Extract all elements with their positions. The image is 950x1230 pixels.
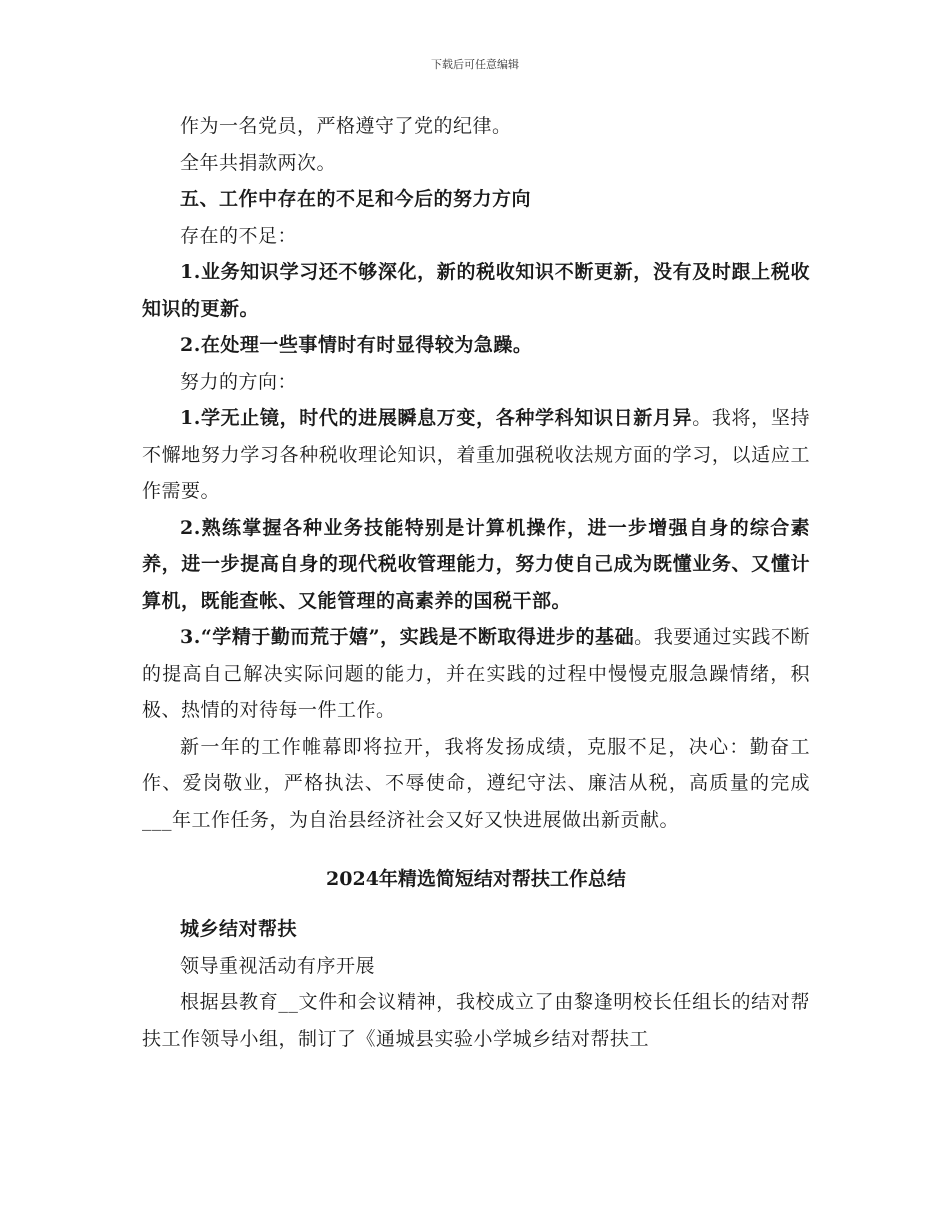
paragraph: 存在的不足： xyxy=(180,224,298,247)
section-heading: 五、工作中存在的不足和今后的努力方向 xyxy=(180,188,532,210)
text-run: 。我要通过实践不断的提高自己解决实际问题的能力，并在实践的过程中慢慢克服急躁情绪，积极、热情的对待每一件工作。 xyxy=(142,626,810,721)
document-body xyxy=(142,108,810,1057)
bold-run: 1.学无止镜，时代的进展瞬息万变，各种学科知识日新月异 xyxy=(180,407,693,429)
paragraph: 领导重视活动有序开展 xyxy=(180,954,376,977)
document-title: 2024年精选简短结对帮扶工作总结 xyxy=(326,868,626,890)
bold-run: 3.“学精于勤而荒于嬉”，实践是不断取得进步的基础 xyxy=(180,626,635,648)
paragraph: 新一年的工作帷幕即将拉开，我将发扬成绩，克服不足，决心：勤奋工作、爱岗敬业，严格执法、不辱使命，遵纪守法、廉洁从税，高质量的完成___年工作任务，为自治县经济社会又好又快进展做出新贡献。 xyxy=(142,735,810,831)
subheading: 城乡结对帮扶 xyxy=(180,918,298,940)
paragraph xyxy=(142,619,810,729)
paragraph: 全年共捐款两次。 xyxy=(180,151,337,174)
paragraph: 2.熟练掌握各种业务技能特别是计算机操作，进一步增强自身的综合素养，进一步提高自身的现代税收管理能力，努力使自己成为既懂业务、又懂计算机，既能查帐、又能管理的高素养的国税干部。 xyxy=(142,516,810,612)
paragraph: 作为一名党员，严格遵守了党的纪律。 xyxy=(180,115,512,137)
page-header-note: 下载后可任意编辑 xyxy=(431,58,519,71)
text-run: 。我将，坚持不懈地努力学习各种税收理论知识，着重加强税收法规方面的学习，以适应工作需要。 xyxy=(142,407,810,502)
paragraph: 2.在处理一些事情时有时显得较为急躁。 xyxy=(180,334,533,356)
paragraph xyxy=(142,400,810,510)
paragraph: 根据县教育__文件和会议精神，我校成立了由黎逢明校长任组长的结对帮扶工作领导小组，制订了《通城县实验小学城乡结对帮扶工 xyxy=(142,991,810,1050)
paragraph: 努力的方向： xyxy=(180,370,298,393)
paragraph: 1.业务知识学习还不够深化，新的税收知识不断更新，没有及时跟上税收知识的更新。 xyxy=(142,261,810,320)
